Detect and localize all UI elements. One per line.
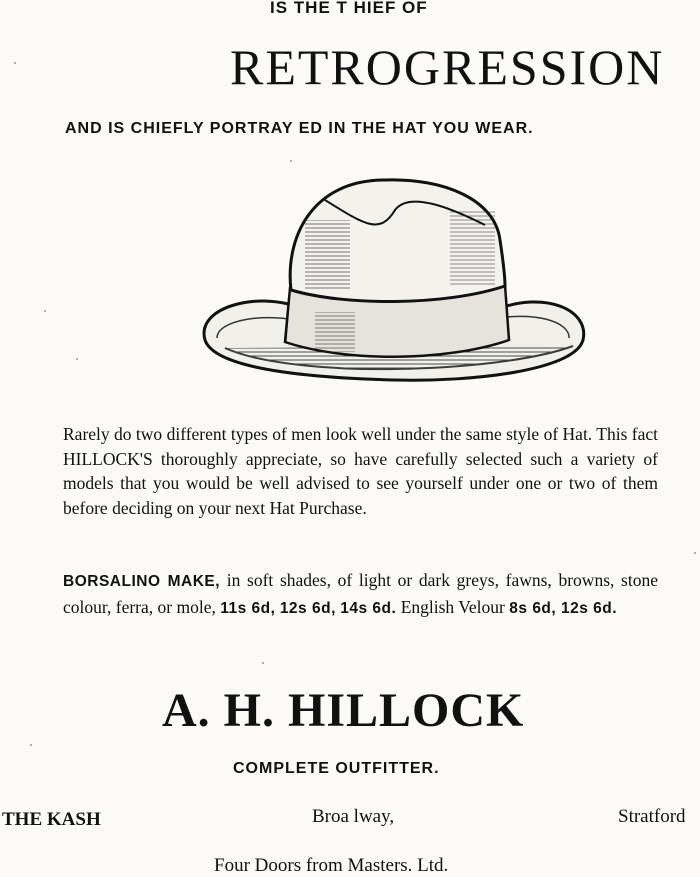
print-speck <box>290 160 292 162</box>
borsalino-text: in soft shades, of light or dark greys, fawns, browns, stone colour, ferra, or mole, <box>63 570 658 617</box>
merchant-name: A. H. HILLOCK <box>162 684 525 737</box>
print-speck <box>694 552 696 554</box>
footer-left: THE KASH <box>2 809 101 830</box>
print-speck <box>44 310 46 312</box>
hat-illustration <box>195 170 590 395</box>
print-speck <box>14 62 16 64</box>
footer-address: Broa lway, <box>312 806 395 827</box>
advert-subtitle: AND IS CHIEFLY PORTRAY ED IN THE HAT YOU WEAR. <box>65 120 534 137</box>
paragraph-description <box>63 422 658 520</box>
borsalino-lead: BORSALINO MAKE, <box>63 573 221 590</box>
print-speck <box>262 662 264 664</box>
print-speck <box>76 358 78 360</box>
footer-town: Stratford <box>618 806 686 827</box>
price-2: 12s 6d, <box>279 599 336 617</box>
advert-title: RETROGRESSION <box>230 39 665 95</box>
velour-label: English Velour <box>396 596 510 617</box>
price-3: 14s 6d. <box>340 599 397 617</box>
occupation: COMPLETE OUTFITTER. <box>233 760 440 777</box>
price-1: 11s 6d, <box>220 599 276 617</box>
print-speck <box>30 744 32 746</box>
top-line: IS THE T HIEF OF <box>270 0 428 17</box>
footer-location: Four Doors from Masters. Ltd. <box>214 855 449 876</box>
paragraph-borsalino <box>63 568 658 621</box>
description-text: Rarely do two different types of men look well under the same style of Hat. This fact HILLOCK'S thoroughly appreciate, so have carefully selected such a variety of models that you would be well advised to see yourself under one or two of them before deciding on your next Hat Purchase. <box>63 424 658 518</box>
velour-prices: 8s 6d, 12s 6d. <box>509 599 618 617</box>
